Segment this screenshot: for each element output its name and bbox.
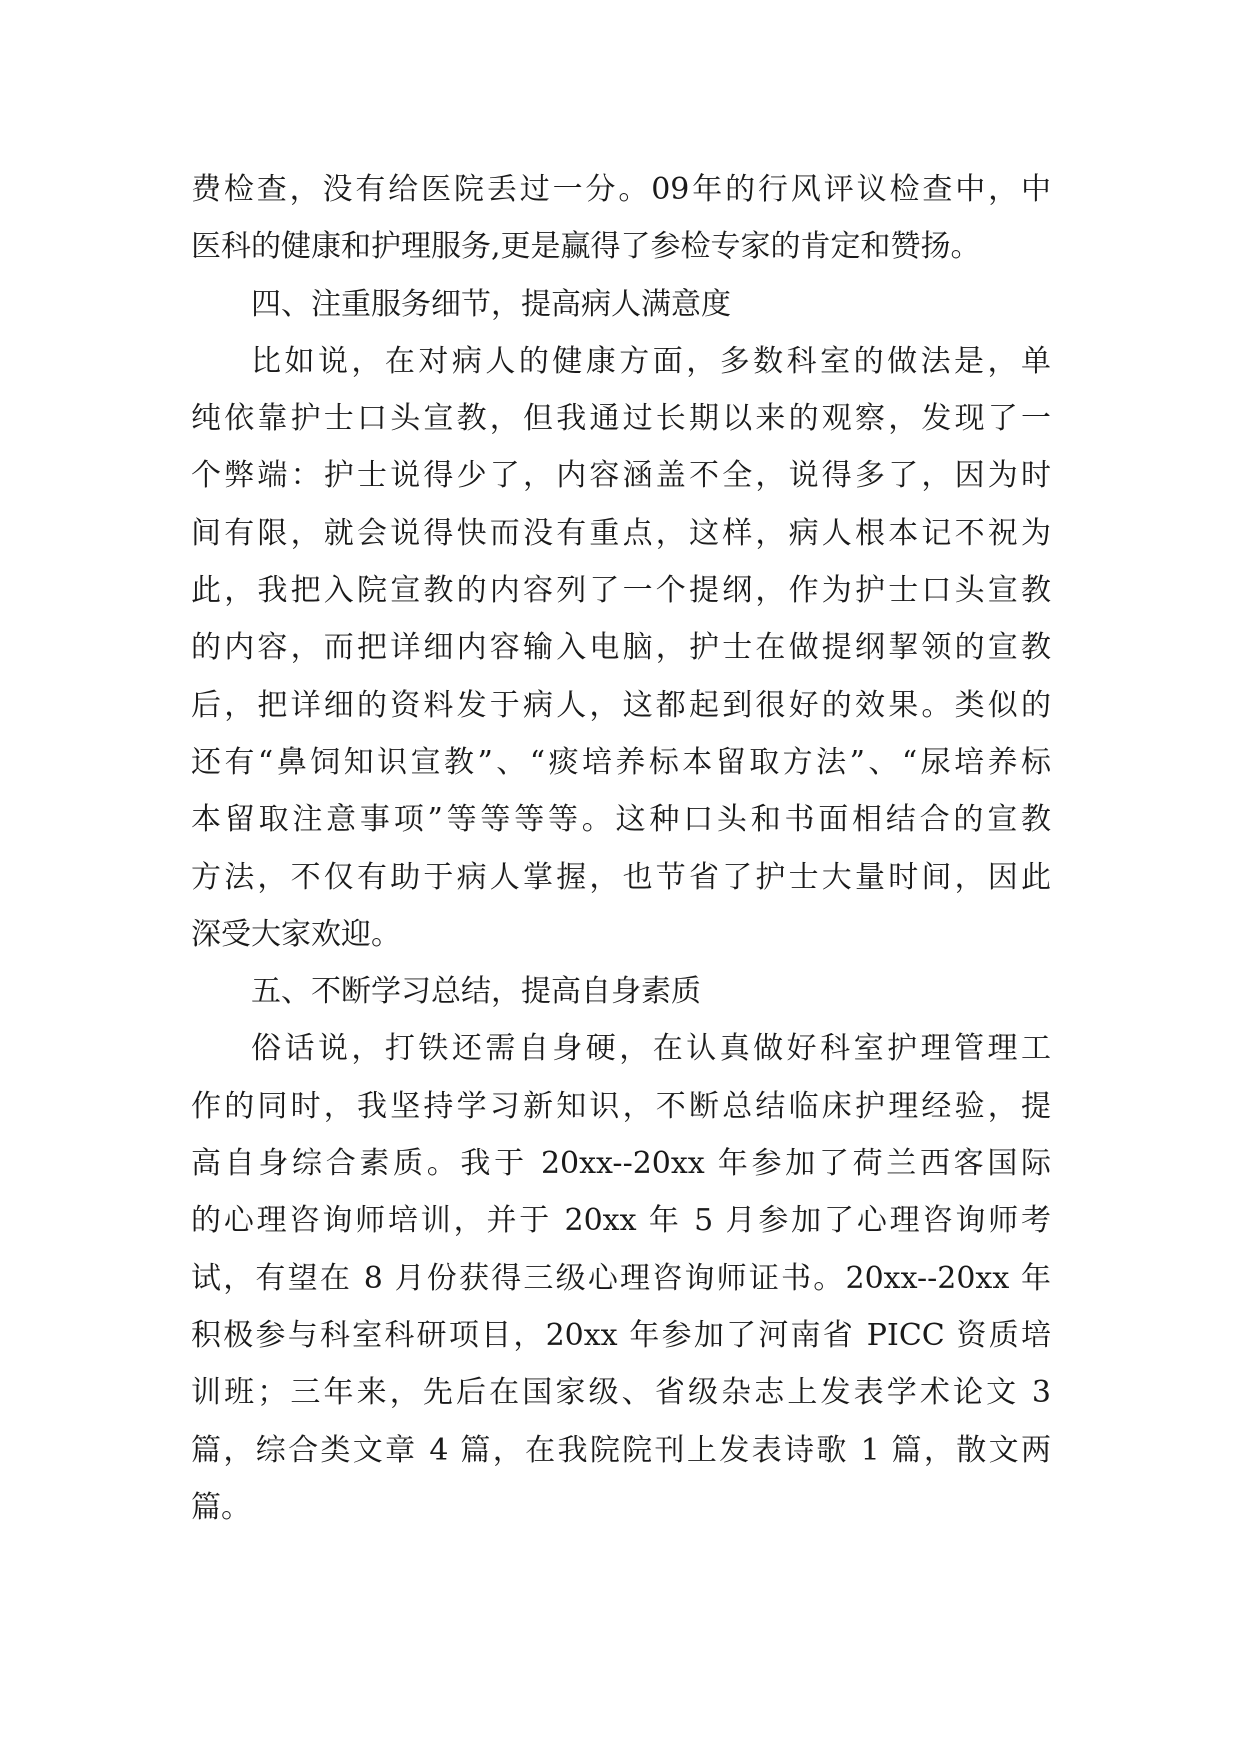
text-line: 费检查，没有给医院丢过一分。09年的行风评议检查中，中 (191, 172, 1051, 207)
text-line: 俗话说，打铁还需自身硬，在认真做好科室护理管理工 (251, 1031, 1051, 1067)
text-line: 篇。 (191, 1489, 251, 1525)
text-line: 篇，综合类文章 4 篇，在我院院刊上发表诗歌 1 篇，散文两 (191, 1432, 1051, 1468)
text-line: 本留取注意事项”等等等等。这种口头和书面相结合的宣教 (191, 802, 1051, 838)
text-line: 后，把详细的资料发于病人，这都起到很好的效果。类似的 (191, 687, 1051, 723)
text-line: 训班；三年来，先后在国家级、省级杂志上发表学术论文 3 (191, 1375, 1051, 1411)
text-line: 间有限，就会说得快而没有重点，这样，病人根本记不祝为 (191, 515, 1051, 551)
text-line: 个弊端：护士说得少了，内容涵盖不全，说得多了，因为时 (191, 458, 1051, 494)
text-line: 积极参与科室科研项目，20xx 年参加了河南省 PICC 资质培 (191, 1317, 1051, 1353)
text-line: 还有“鼻饲知识宣教”、“痰培养标本留取方法”、“尿培养标 (191, 744, 1051, 780)
text-line: 深受大家欢迎。 (191, 916, 401, 952)
text-line: 五、不断学习总结，提高自身素质 (251, 974, 701, 1010)
text-line: 比如说，在对病人的健康方面，多数科室的做法是，单 (251, 343, 1051, 379)
text-line: 四、注重服务细节，提高病人满意度 (251, 286, 731, 322)
text-line: 高自身综合素质。我于 20xx--20xx 年参加了荷兰西客国际 (191, 1146, 1051, 1182)
text-line: 医科的健康和护理服务,更是赢得了参检专家的肯定和赞扬。 (191, 229, 981, 265)
text-line: 试，有望在 8 月份获得三级心理咨询师证书。20xx--20xx 年 (191, 1260, 1051, 1296)
document-body (191, 161, 1051, 1536)
text-line: 纯依靠护士口头宣教，但我通过长期以来的观察，发现了一 (191, 401, 1051, 437)
text-line: 此，我把入院宣教的内容列了一个提纲，作为护士口头宣教 (191, 573, 1051, 609)
text-line: 方法，不仅有助于病人掌握，也节省了护士大量时间，因此 (191, 859, 1051, 895)
text-line: 的心理咨询师培训，并于 20xx 年 5 月参加了心理咨询师考 (191, 1203, 1051, 1239)
text-line: 作的同时，我坚持学习新知识，不断总结临床护理经验，提 (191, 1088, 1051, 1124)
text-line: 的内容，而把详细内容输入电脑，护士在做提纲挈领的宣教 (191, 630, 1051, 666)
